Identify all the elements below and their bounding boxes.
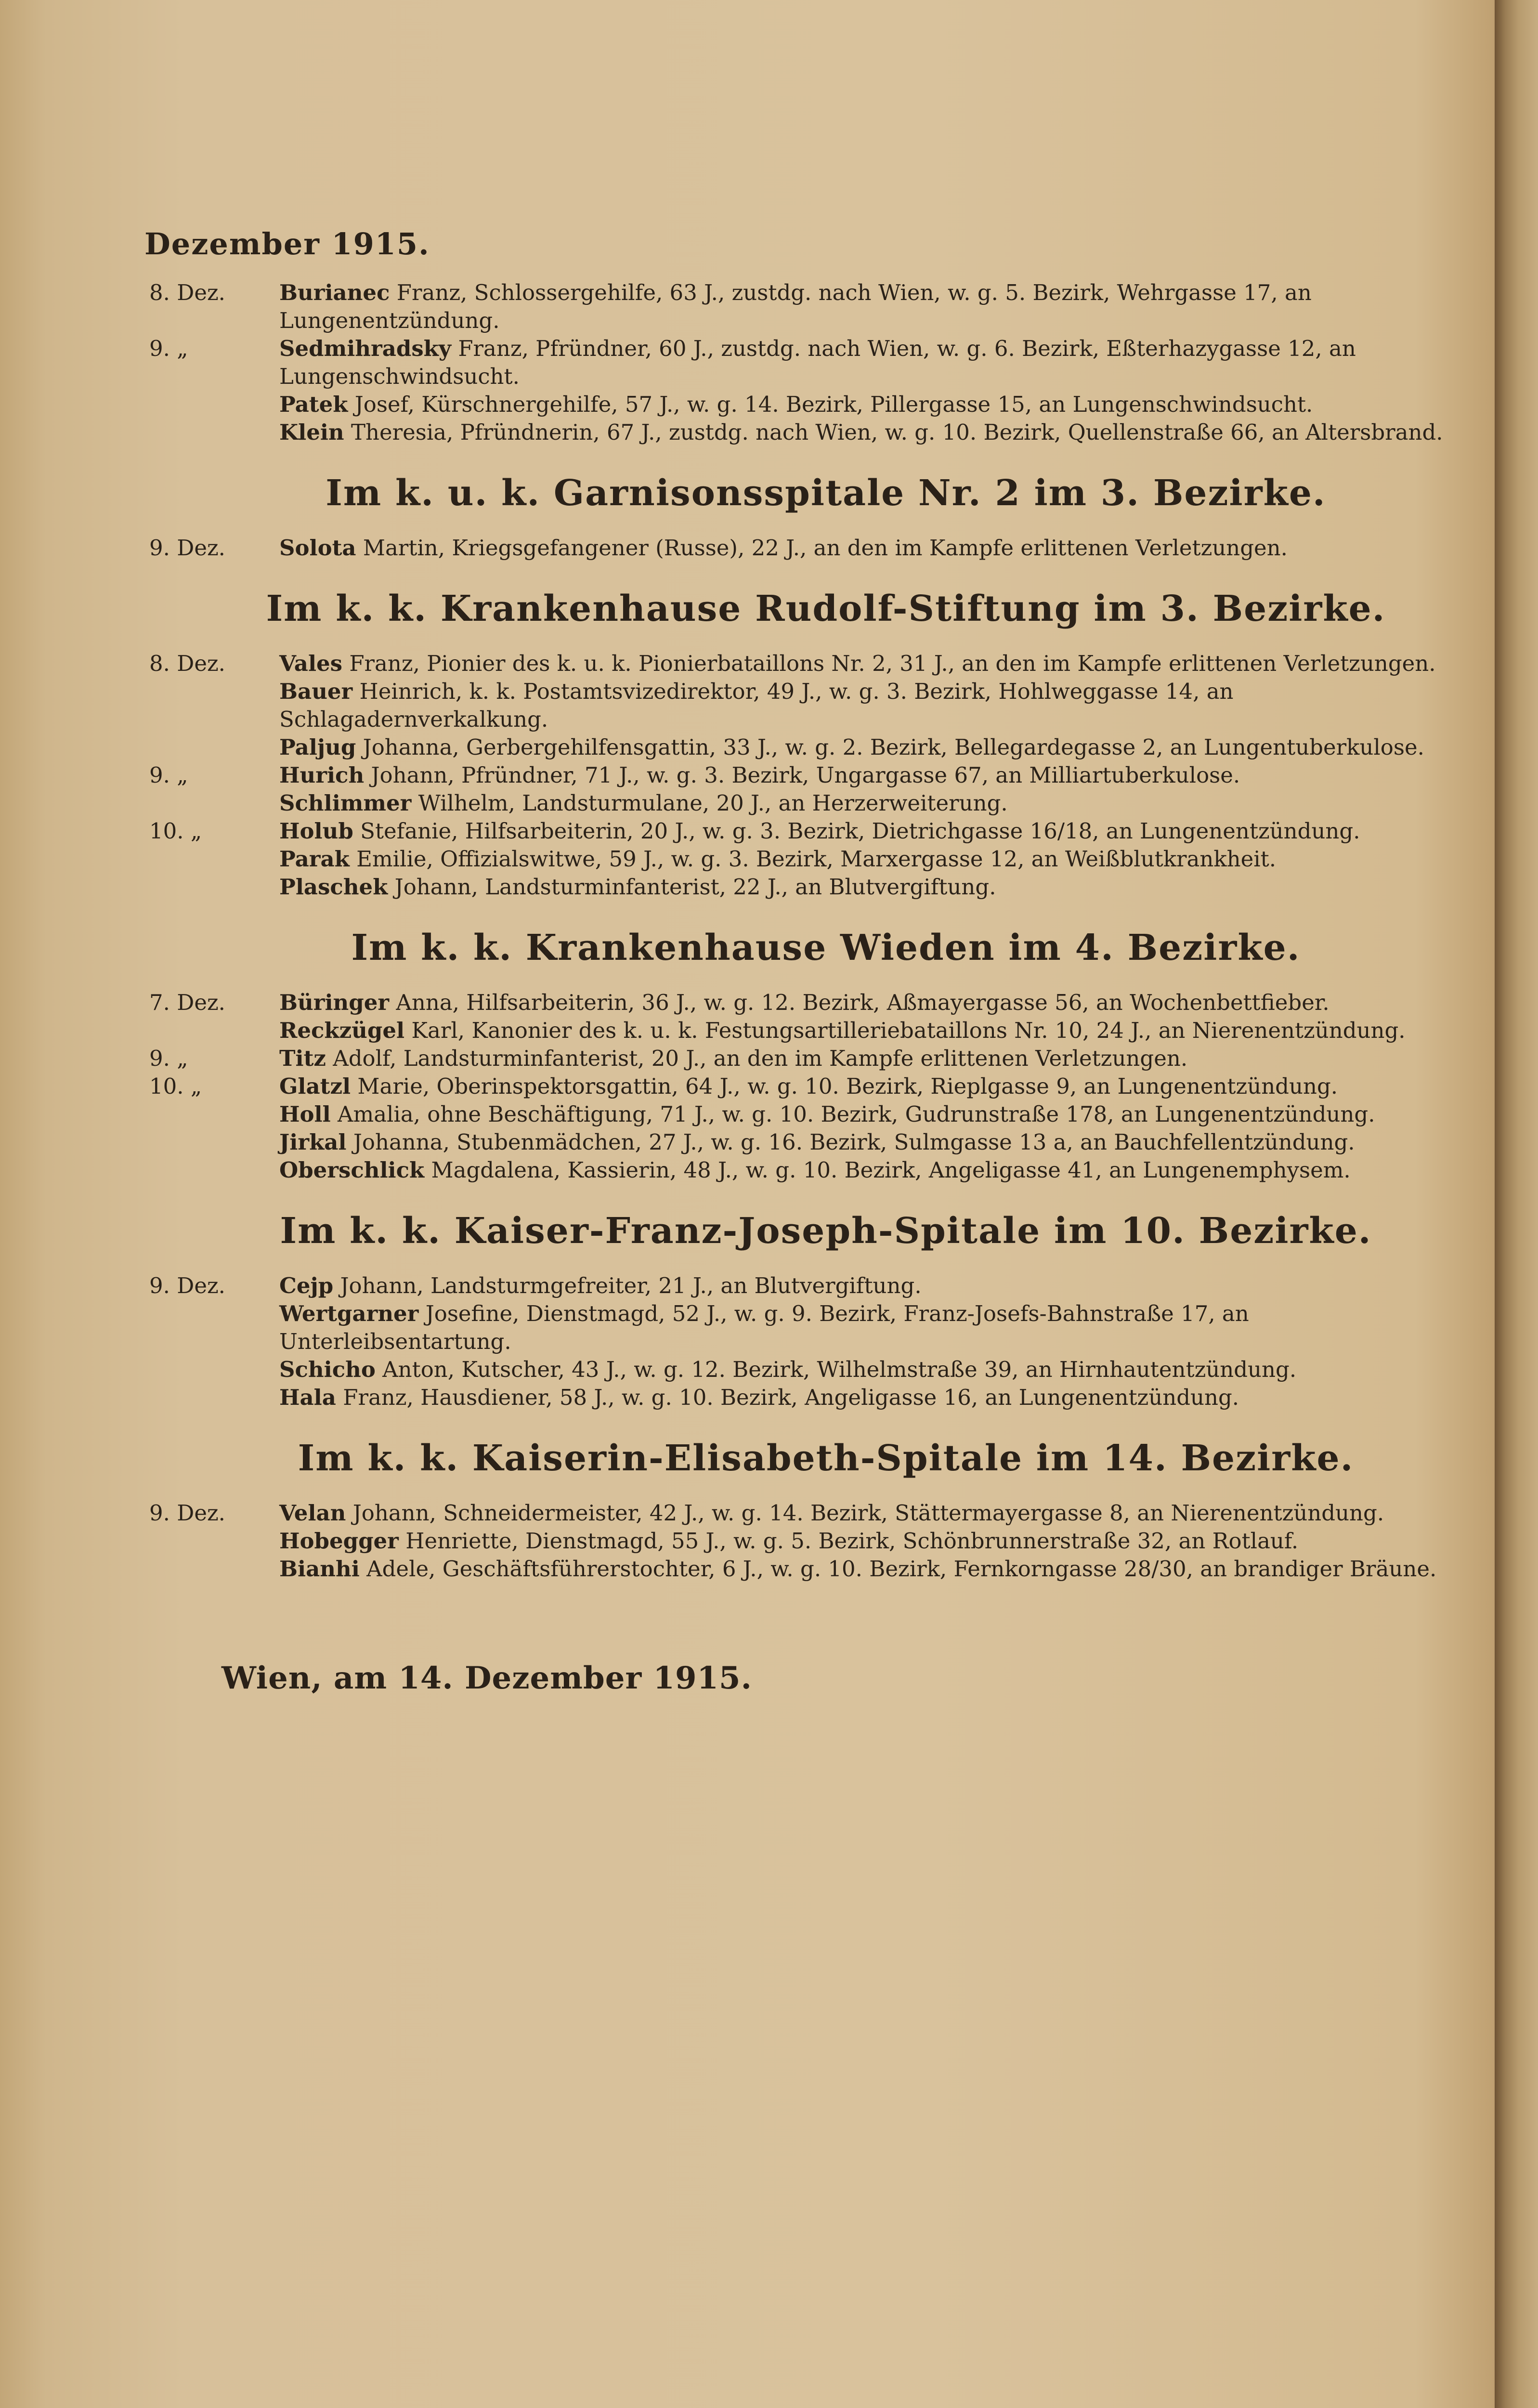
- entry-surname: Reckzügel: [279, 1018, 405, 1043]
- entry-date: [144, 419, 279, 446]
- entry-text: [279, 1527, 1459, 1555]
- entry-details: Magdalena, Kassierin, 48 J., w. g. 10. Bezirk, Angeligasse 41, an Lungenemphysem.: [424, 1157, 1351, 1183]
- entry-details: Theresia, Pfründnerin, 67 J., zustdg. nach Wien, w. g. 10. Bezirk, Quellenstraße 66, an Altersbrand.: [344, 419, 1443, 445]
- entry-text: [279, 989, 1459, 1017]
- entry-details: Anna, Hilfsarbeiterin, 36 J., w. g. 12. Bezirk, Aßmayergasse 56, an Wochenbettfieber.: [389, 990, 1329, 1015]
- section-title: Im k. u. k. Garnisonsspitale Nr. 2 im 3. Bezirke.: [326, 472, 1326, 514]
- entry-date: [144, 1128, 279, 1156]
- entry-surname: Hurich: [279, 762, 365, 788]
- entry-text: [279, 1073, 1459, 1100]
- next-page-edge: [1495, 0, 1538, 2408]
- entry-text: [279, 534, 1459, 562]
- entry-details: Karl, Kanonier des k. u. k. Festungsartilleriebataillons Nr. 10, 24 J., an Nierenentzündung.: [404, 1018, 1406, 1043]
- register-entry: [144, 1017, 1459, 1045]
- entry-date: 9. „: [149, 1046, 188, 1071]
- entry-details: Marie, Oberinspektorsgattin, 64 J., w. g. 10. Bezirk, Rieplgasse 9, an Lungenentzündung.: [351, 1073, 1338, 1099]
- register-entry: [144, 1272, 1459, 1300]
- entry-text: [279, 1100, 1459, 1128]
- entry-surname: Büringer: [279, 990, 390, 1015]
- entry-surname: Schlimmer: [279, 790, 412, 816]
- entry-surname: Patek: [279, 392, 348, 417]
- entry-surname: Bianhi: [279, 1556, 360, 1582]
- register-entry: [144, 1073, 1459, 1100]
- entry-date: [144, 873, 279, 901]
- register-entry: [144, 1100, 1459, 1128]
- entry-details: Stefanie, Hilfsarbeiterin, 20 J., w. g. 3. Bezirk, Dietrichgasse 16/18, an Lungenentzündung.: [353, 818, 1360, 844]
- entry-date: 10. „: [149, 1073, 202, 1099]
- register-entry: [144, 1128, 1459, 1156]
- entry-date: 9. Dez.: [149, 1500, 225, 1526]
- entry-date: 9. „: [149, 762, 188, 788]
- entry-details: Josefine, Dienstmagd, 52 J., w. g. 9. Bezirk, Franz-Josefs-Bahnstraße 17, an Unterleibsentartung.: [279, 1301, 1249, 1354]
- entry-text: [279, 391, 1459, 419]
- register-entry: [144, 1156, 1459, 1184]
- entry-details: Adele, Geschäftsführerstochter, 6 J., w. g. 10. Bezirk, Fernkorngasse 28/30, an brandiger Bräune.: [359, 1556, 1437, 1582]
- entry-text: [279, 1555, 1459, 1583]
- entry-date: [144, 733, 279, 761]
- entry-text: [279, 845, 1459, 873]
- entry-text: [279, 817, 1459, 845]
- entry-text: [279, 733, 1459, 761]
- entry-surname: Oberschlick: [279, 1157, 425, 1183]
- entry-surname: Schicho: [279, 1357, 376, 1382]
- entry-details: Johann, Landsturminfanterist, 22 J., an Blutvergiftung.: [388, 874, 996, 900]
- hospital-section: [144, 927, 1459, 1184]
- entry-details: Johann, Schneidermeister, 42 J., w. g. 14. Bezirk, Stättermayergasse 8, an Nierenentzündung.: [346, 1500, 1384, 1526]
- entry-surname: Cejp: [279, 1273, 334, 1298]
- entry-date: 9. Dez.: [149, 535, 225, 561]
- entry-surname: Titz: [279, 1046, 326, 1071]
- entry-date: 8. Dez.: [149, 280, 225, 305]
- entry-details: Johanna, Stubenmädchen, 27 J., w. g. 16. Bezirk, Sulmgasse 13 a, an Bauchfellentzündung.: [346, 1129, 1355, 1155]
- entry-text: [279, 761, 1459, 789]
- register-entry: [144, 1045, 1459, 1073]
- entry-text: [279, 335, 1459, 391]
- hospital-section: [144, 472, 1459, 562]
- entry-surname: Hala: [279, 1385, 336, 1410]
- entry-surname: Holub: [279, 818, 353, 844]
- entry-text: [279, 1156, 1459, 1184]
- section-title: Im k. k. Kaiser-Franz-Joseph-Spitale im 10. Bezirke.: [280, 1210, 1372, 1252]
- register-entry: [144, 789, 1459, 817]
- register-entry: [144, 761, 1459, 789]
- entry-details: Johanna, Gerbergehilfensgattin, 33 J., w. g. 2. Bezirk, Bellegardegasse 2, an Lungentuberkulose.: [356, 734, 1424, 760]
- entry-details: Heinrich, k. k. Postamtsvizedirektor, 49 J., w. g. 3. Bezirk, Hohlweggasse 14, an Schlagadernverkalkung.: [279, 679, 1234, 732]
- section-title: Im k. k. Krankenhause Wieden im 4. Bezirke.: [351, 927, 1301, 968]
- hospital-section: [144, 1210, 1459, 1412]
- entry-details: Wilhelm, Landsturmulane, 20 J., an Herzerweiterung.: [411, 790, 1008, 816]
- entry-surname: Burianec: [279, 280, 390, 305]
- register-entry: [144, 1300, 1459, 1356]
- entry-text: [279, 1384, 1459, 1412]
- entry-details: Amalia, ohne Beschäftigung, 71 J., w. g. 10. Bezirk, Gudrunstraße 178, an Lungenentzündung.: [330, 1101, 1375, 1127]
- entry-date: [144, 845, 279, 873]
- entry-text: [279, 419, 1459, 446]
- closing-line: Wien, am 14. Dezember 1915.: [222, 1660, 752, 1696]
- entry-date: [144, 678, 279, 733]
- entry-surname: Hobegger: [279, 1528, 399, 1554]
- entry-date: [144, 1356, 279, 1384]
- entry-text: [279, 678, 1459, 733]
- entry-surname: Bauer: [279, 679, 353, 704]
- entry-date: 9. Dez.: [149, 1273, 225, 1298]
- hospital-section: [144, 279, 1459, 446]
- entry-date: [144, 391, 279, 419]
- entry-surname: Plaschek: [279, 874, 388, 900]
- register-entry: [144, 650, 1459, 678]
- entry-details: Franz, Schlossergehilfe, 63 J., zustdg. nach Wien, w. g. 5. Bezirk, Wehrgasse 17, an Lungenentzündung.: [279, 280, 1312, 333]
- entry-details: Johann, Landsturmgefreiter, 21 J., an Blutvergiftung.: [333, 1273, 922, 1298]
- register-entry: [144, 279, 1459, 335]
- entry-date: [144, 789, 279, 817]
- entry-surname: Klein: [279, 419, 344, 445]
- entry-date: [144, 1527, 279, 1555]
- entry-date: 7. Dez.: [149, 990, 225, 1015]
- register-entry: [144, 1527, 1459, 1555]
- section-title: Im k. k. Kaiserin-Elisabeth-Spitale im 14. Bezirke.: [298, 1438, 1354, 1479]
- entry-details: Emilie, Offizialswitwe, 59 J., w. g. 3. Bezirk, Marxergasse 12, an Weißblutkrankheit.: [349, 846, 1277, 872]
- register-entry: [144, 1555, 1459, 1583]
- entry-surname: Parak: [279, 846, 350, 872]
- entry-text: [279, 1499, 1459, 1527]
- register-entry: [144, 419, 1459, 446]
- entry-text: [279, 789, 1459, 817]
- entry-details: Adolf, Landsturminfanterist, 20 J., an den im Kampfe erlittenen Verletzungen.: [326, 1046, 1188, 1071]
- entry-text: [279, 650, 1459, 678]
- entry-surname: Paljug: [279, 734, 356, 760]
- register-entry: [144, 989, 1459, 1017]
- register-entry: [144, 873, 1459, 901]
- entry-surname: Solota: [279, 535, 356, 561]
- entry-text: [279, 1045, 1459, 1073]
- register-entry: [144, 1356, 1459, 1384]
- entry-details: Josef, Kürschnergehilfe, 57 J., w. g. 14. Bezirk, Pillergasse 15, an Lungenschwindsucht.: [348, 392, 1313, 417]
- register-entry: [144, 845, 1459, 873]
- entry-date: 10. „: [149, 818, 202, 844]
- register-entry: [144, 817, 1459, 845]
- entry-details: Martin, Kriegsgefangener (Russe), 22 J., an den im Kampfe erlittenen Verletzungen.: [356, 535, 1288, 561]
- entry-text: [279, 1128, 1459, 1156]
- entry-date: [144, 1017, 279, 1045]
- entry-date: 9. „: [149, 336, 188, 361]
- entry-surname: Vales: [279, 651, 343, 676]
- entry-details: Franz, Pfründner, 60 J., zustdg. nach Wien, w. g. 6. Bezirk, Eßterhazygasse 12, an Lungenschwindsucht.: [279, 336, 1356, 389]
- register-entry: [144, 733, 1459, 761]
- entry-text: [279, 1017, 1459, 1045]
- entry-details: Henriette, Dienstmagd, 55 J., w. g. 5. Bezirk, Schönbrunnerstraße 32, an Rotlauf.: [398, 1528, 1299, 1554]
- hospital-section: [144, 1438, 1459, 1583]
- hospital-section: [144, 588, 1459, 901]
- entry-surname: Holl: [279, 1101, 331, 1127]
- entry-surname: Glatzl: [279, 1073, 351, 1099]
- entry-details: Anton, Kutscher, 43 J., w. g. 12. Bezirk, Wilhelmstraße 39, an Hirnhautentzündung.: [375, 1357, 1297, 1382]
- entry-text: [279, 279, 1459, 335]
- entry-date: [144, 1100, 279, 1128]
- register-entry: [144, 391, 1459, 419]
- entry-details: Franz, Hausdiener, 58 J., w. g. 10. Bezirk, Angeligasse 16, an Lungenentzündung.: [336, 1385, 1239, 1410]
- entry-date: [144, 1300, 279, 1356]
- register-entry: [144, 1499, 1459, 1527]
- entry-text: [279, 1300, 1459, 1356]
- entry-text: [279, 1272, 1459, 1300]
- register-entry: [144, 678, 1459, 733]
- entry-date: [144, 1156, 279, 1184]
- entry-date: [144, 1384, 279, 1412]
- entry-surname: Jirkal: [279, 1129, 347, 1155]
- register-entry: [144, 534, 1459, 562]
- document-body: [144, 226, 1459, 1696]
- entry-date: [144, 1555, 279, 1583]
- register-entry: [144, 1384, 1459, 1412]
- register-entry: [144, 335, 1459, 391]
- entry-details: Franz, Pionier des k. u. k. Pionierbataillons Nr. 2, 31 J., an den im Kampfe erlittenen Verletzungen.: [342, 651, 1436, 676]
- entry-date: 8. Dez.: [149, 651, 225, 676]
- entry-surname: Sedmihradsky: [279, 336, 452, 361]
- entry-surname: Velan: [279, 1500, 346, 1526]
- entry-text: [279, 873, 1459, 901]
- death-register: [144, 279, 1459, 1583]
- section-title: Im k. k. Krankenhause Rudolf-Stiftung im 3. Bezirke.: [266, 588, 1386, 629]
- entry-details: Johann, Pfründner, 71 J., w. g. 3. Bezirk, Ungargasse 67, an Milliartuberkulose.: [364, 762, 1240, 788]
- date-header: Dezember 1915.: [144, 226, 430, 262]
- entry-surname: Wertgarner: [279, 1301, 419, 1326]
- entry-text: [279, 1356, 1459, 1384]
